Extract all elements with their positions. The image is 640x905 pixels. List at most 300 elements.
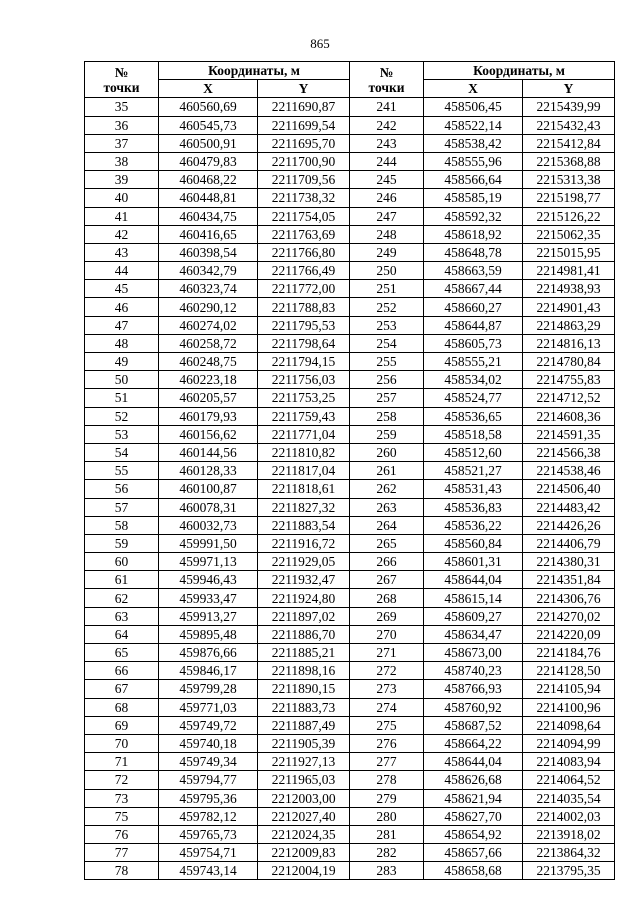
x-coordinate-cell: 459749,72 [159,716,258,734]
x-coordinate-cell: 459876,66 [159,644,258,662]
point-number-cell: 252 [350,298,424,316]
table-row [85,116,615,134]
x-coordinate-cell: 458740,23 [424,662,523,680]
y-coordinate-cell: 2215062,35 [523,225,615,243]
point-number-cell: 265 [350,534,424,552]
point-number-cell: 65 [85,644,159,662]
y-coordinate-cell: 2213795,35 [523,862,615,880]
x-coordinate-cell: 460545,73 [159,116,258,134]
x-coordinate-cell: 458644,87 [424,316,523,334]
y-coordinate-cell: 2211927,13 [258,753,350,771]
x-coordinate-cell: 459754,71 [159,844,258,862]
y-coordinate-cell: 2214098,64 [523,716,615,734]
y-coordinate-cell: 2211965,03 [258,771,350,789]
point-number-cell: 63 [85,607,159,625]
x-coordinate-cell: 460100,87 [159,480,258,498]
x-coordinate-cell: 460223,18 [159,371,258,389]
table-row [85,189,615,207]
point-number-cell: 268 [350,589,424,607]
point-number-cell: 276 [350,734,424,752]
y-coordinate-cell: 2211818,61 [258,480,350,498]
x-coordinate-cell: 458555,96 [424,152,523,170]
y-coordinate-cell: 2214064,52 [523,771,615,789]
y-coordinate-cell: 2211795,53 [258,316,350,334]
point-number-cell: 51 [85,389,159,407]
point-number-header-top: № [379,64,394,80]
table-row [85,498,615,516]
x-coordinate-cell: 458626,68 [424,771,523,789]
y-coordinate-cell: 2211883,54 [258,516,350,534]
table-row [85,534,615,552]
table-row [85,607,615,625]
point-number-cell: 58 [85,516,159,534]
point-number-cell: 248 [350,225,424,243]
x-coordinate-cell: 458687,52 [424,716,523,734]
point-number-cell: 241 [350,98,424,116]
x-coordinate-cell: 458521,27 [424,462,523,480]
table-row [85,334,615,352]
point-number-cell: 37 [85,134,159,152]
table-row [85,698,615,716]
point-number-cell: 278 [350,771,424,789]
point-number-cell: 256 [350,371,424,389]
x-coordinate-cell: 459743,14 [159,862,258,880]
x-coordinate-cell: 458522,14 [424,116,523,134]
point-number-cell: 282 [350,844,424,862]
y-coordinate-cell: 2215412,84 [523,134,615,152]
point-number-cell: 269 [350,607,424,625]
table-row [85,171,615,189]
point-number-cell: 43 [85,243,159,261]
point-number-cell: 71 [85,753,159,771]
y-coordinate-cell: 2214380,31 [523,553,615,571]
point-number-cell: 263 [350,498,424,516]
point-number-cell: 46 [85,298,159,316]
point-number-header [350,62,424,98]
table-row [85,589,615,607]
x-coordinate-cell: 459740,18 [159,734,258,752]
y-coordinate-cell: 2215313,38 [523,171,615,189]
point-number-cell: 64 [85,625,159,643]
y-coordinate-cell: 2214538,46 [523,462,615,480]
x-coordinate-cell: 458601,31 [424,553,523,571]
table-row [85,152,615,170]
point-number-header [85,62,159,98]
y-coordinate-cell: 2214755,83 [523,371,615,389]
x-coordinate-cell: 459846,17 [159,662,258,680]
x-coordinate-cell: 458592,32 [424,207,523,225]
x-header: X [424,80,523,98]
point-number-cell: 247 [350,207,424,225]
y-coordinate-cell: 2212027,40 [258,807,350,825]
point-number-cell: 35 [85,98,159,116]
y-coordinate-cell: 2211754,05 [258,207,350,225]
table-row [85,844,615,862]
point-number-cell: 72 [85,771,159,789]
x-coordinate-cell: 458536,65 [424,407,523,425]
x-coordinate-cell: 460274,02 [159,316,258,334]
y-coordinate-cell: 2214566,38 [523,443,615,461]
point-number-cell: 280 [350,807,424,825]
y-coordinate-cell: 2214981,41 [523,262,615,280]
y-coordinate-cell: 2215126,22 [523,207,615,225]
point-number-cell: 250 [350,262,424,280]
y-coordinate-cell: 2211690,87 [258,98,350,116]
point-number-cell: 68 [85,698,159,716]
table-row [85,680,615,698]
y-coordinate-cell: 2214506,40 [523,480,615,498]
y-coordinate-cell: 2211763,69 [258,225,350,243]
x-coordinate-cell: 459782,12 [159,807,258,825]
x-coordinate-cell: 458644,04 [424,753,523,771]
point-number-header-bottom: точки [368,79,405,95]
point-number-cell: 70 [85,734,159,752]
point-number-cell: 39 [85,171,159,189]
x-coordinate-cell: 458621,94 [424,789,523,807]
point-number-cell: 257 [350,389,424,407]
point-number-cell: 261 [350,462,424,480]
point-number-cell: 259 [350,425,424,443]
point-number-cell: 52 [85,407,159,425]
y-coordinate-cell: 2212009,83 [258,844,350,862]
y-coordinate-cell: 2211810,82 [258,443,350,461]
y-coordinate-cell: 2214426,26 [523,516,615,534]
table-row [85,280,615,298]
x-coordinate-cell: 458566,64 [424,171,523,189]
x-coordinate-cell: 458534,02 [424,371,523,389]
point-number-cell: 57 [85,498,159,516]
point-number-cell: 273 [350,680,424,698]
point-number-cell: 270 [350,625,424,643]
y-coordinate-cell: 2215368,88 [523,152,615,170]
y-coordinate-cell: 2211887,49 [258,716,350,734]
point-number-cell: 281 [350,825,424,843]
coordinates-header: Координаты, м [159,62,350,80]
y-coordinate-cell: 2211772,00 [258,280,350,298]
x-coordinate-cell: 459946,43 [159,571,258,589]
point-number-cell: 61 [85,571,159,589]
x-coordinate-cell: 460032,73 [159,516,258,534]
point-number-cell: 258 [350,407,424,425]
y-coordinate-cell: 2211700,90 [258,152,350,170]
table-row [85,734,615,752]
y-coordinate-cell: 2211753,25 [258,389,350,407]
table-header-row [85,62,615,80]
x-coordinate-cell: 458536,83 [424,498,523,516]
y-coordinate-cell: 2211897,02 [258,607,350,625]
y-coordinate-cell: 2214712,52 [523,389,615,407]
table-row [85,243,615,261]
table-row [85,407,615,425]
table-row [85,462,615,480]
y-coordinate-cell: 2211788,83 [258,298,350,316]
x-coordinate-cell: 459895,48 [159,625,258,643]
y-coordinate-cell: 2214938,93 [523,280,615,298]
x-coordinate-cell: 460179,93 [159,407,258,425]
y-coordinate-cell: 2211794,15 [258,353,350,371]
point-number-cell: 48 [85,334,159,352]
table-row [85,644,615,662]
x-coordinate-cell: 460248,75 [159,353,258,371]
x-coordinate-cell: 460156,62 [159,425,258,443]
point-number-header-top: № [114,64,129,80]
point-number-cell: 44 [85,262,159,280]
x-coordinate-cell: 460144,56 [159,443,258,461]
y-coordinate-cell: 2214184,76 [523,644,615,662]
point-number-cell: 260 [350,443,424,461]
x-coordinate-cell: 458585,19 [424,189,523,207]
x-coordinate-cell: 458648,78 [424,243,523,261]
y-coordinate-cell: 2211766,49 [258,262,350,280]
x-coordinate-cell: 459749,34 [159,753,258,771]
y-coordinate-cell: 2214306,76 [523,589,615,607]
point-number-header-bottom: точки [103,79,140,95]
table-row [85,353,615,371]
point-number-cell: 50 [85,371,159,389]
x-coordinate-cell: 458512,60 [424,443,523,461]
x-coordinate-cell: 460448,81 [159,189,258,207]
point-number-cell: 264 [350,516,424,534]
y-coordinate-cell: 2213864,32 [523,844,615,862]
table-row [85,625,615,643]
x-coordinate-cell: 458555,21 [424,353,523,371]
x-coordinate-cell: 458615,14 [424,589,523,607]
x-coordinate-cell: 460323,74 [159,280,258,298]
point-number-cell: 277 [350,753,424,771]
y-coordinate-cell: 2211916,72 [258,534,350,552]
y-coordinate-cell: 2211929,05 [258,553,350,571]
x-coordinate-cell: 460560,69 [159,98,258,116]
y-coordinate-cell: 2211885,21 [258,644,350,662]
x-coordinate-cell: 458538,42 [424,134,523,152]
y-coordinate-cell: 2214780,84 [523,353,615,371]
x-coordinate-cell: 458560,84 [424,534,523,552]
point-number-cell: 246 [350,189,424,207]
x-coordinate-cell: 459933,47 [159,589,258,607]
y-header: Y [258,80,350,98]
x-coordinate-cell: 459795,36 [159,789,258,807]
x-coordinate-cell: 458605,73 [424,334,523,352]
y-coordinate-cell: 2214406,79 [523,534,615,552]
point-number-cell: 244 [350,152,424,170]
x-coordinate-cell: 458667,44 [424,280,523,298]
table-row [85,443,615,461]
y-coordinate-cell: 2211890,15 [258,680,350,698]
point-number-cell: 55 [85,462,159,480]
table-row [85,225,615,243]
y-coordinate-cell: 2214863,29 [523,316,615,334]
point-number-cell: 75 [85,807,159,825]
point-number-cell: 283 [350,862,424,880]
y-coordinate-cell: 2214002,03 [523,807,615,825]
point-number-cell: 245 [350,171,424,189]
y-coordinate-cell: 2215015,95 [523,243,615,261]
page-number: 865 [310,36,330,51]
table-row [85,716,615,734]
table-row [85,298,615,316]
y-coordinate-cell: 2212024,35 [258,825,350,843]
x-coordinate-cell: 460479,83 [159,152,258,170]
table-row [85,480,615,498]
point-number-cell: 62 [85,589,159,607]
point-number-cell: 40 [85,189,159,207]
y-coordinate-cell: 2211817,04 [258,462,350,480]
point-number-cell: 73 [85,789,159,807]
y-coordinate-cell: 2214083,94 [523,753,615,771]
table-row [85,207,615,225]
y-coordinate-cell: 2214128,50 [523,662,615,680]
point-number-cell: 47 [85,316,159,334]
x-coordinate-cell: 458664,22 [424,734,523,752]
point-number-cell: 267 [350,571,424,589]
point-number-cell: 60 [85,553,159,571]
y-coordinate-cell: 2214035,54 [523,789,615,807]
x-coordinate-cell: 460398,54 [159,243,258,261]
x-coordinate-cell: 458654,92 [424,825,523,843]
y-coordinate-cell: 2211898,16 [258,662,350,680]
point-number-cell: 38 [85,152,159,170]
x-coordinate-cell: 459771,03 [159,698,258,716]
x-coordinate-cell: 459799,28 [159,680,258,698]
point-number-cell: 275 [350,716,424,734]
point-number-cell: 54 [85,443,159,461]
y-coordinate-cell: 2211699,54 [258,116,350,134]
x-coordinate-cell: 458518,58 [424,425,523,443]
y-coordinate-cell: 2211924,80 [258,589,350,607]
y-coordinate-cell: 2211886,70 [258,625,350,643]
table-row [85,662,615,680]
x-coordinate-cell: 459794,77 [159,771,258,789]
y-coordinate-cell: 2215432,43 [523,116,615,134]
x-coordinate-cell: 458760,92 [424,698,523,716]
point-number-cell: 76 [85,825,159,843]
point-number-cell: 77 [85,844,159,862]
x-coordinate-cell: 458531,43 [424,480,523,498]
point-number-cell: 242 [350,116,424,134]
x-coordinate-cell: 460468,22 [159,171,258,189]
point-number-cell: 272 [350,662,424,680]
x-coordinate-cell: 458673,00 [424,644,523,662]
point-number-cell: 262 [350,480,424,498]
x-coordinate-cell: 458506,45 [424,98,523,116]
y-coordinate-cell: 2214608,36 [523,407,615,425]
table-row [85,807,615,825]
point-number-cell: 66 [85,662,159,680]
point-number-cell: 67 [85,680,159,698]
x-coordinate-cell: 458663,59 [424,262,523,280]
point-number-cell: 279 [350,789,424,807]
y-coordinate-cell: 2214816,13 [523,334,615,352]
x-coordinate-cell: 458658,68 [424,862,523,880]
table-row [85,789,615,807]
x-coordinate-cell: 458657,66 [424,844,523,862]
point-number-cell: 255 [350,353,424,371]
y-coordinate-cell: 2211771,04 [258,425,350,443]
point-number-cell: 53 [85,425,159,443]
point-number-cell: 69 [85,716,159,734]
y-coordinate-cell: 2211759,43 [258,407,350,425]
table-row [85,862,615,880]
x-coordinate-cell: 460128,33 [159,462,258,480]
point-number-cell: 36 [85,116,159,134]
y-coordinate-cell: 2214483,42 [523,498,615,516]
table-row [85,389,615,407]
x-header: X [159,80,258,98]
point-number-cell: 266 [350,553,424,571]
point-number-cell: 249 [350,243,424,261]
y-coordinate-cell: 2215439,99 [523,98,615,116]
coordinates-table [84,61,615,880]
x-coordinate-cell: 460290,12 [159,298,258,316]
table-row [85,425,615,443]
x-coordinate-cell: 458627,70 [424,807,523,825]
x-coordinate-cell: 460416,65 [159,225,258,243]
y-coordinate-cell: 2212003,00 [258,789,350,807]
x-coordinate-cell: 458644,04 [424,571,523,589]
y-coordinate-cell: 2214105,94 [523,680,615,698]
point-number-cell: 274 [350,698,424,716]
y-coordinate-cell: 2211738,32 [258,189,350,207]
x-coordinate-cell: 459765,73 [159,825,258,843]
y-coordinate-cell: 2213918,02 [523,825,615,843]
point-number-cell: 59 [85,534,159,552]
point-number-cell: 78 [85,862,159,880]
y-coordinate-cell: 2212004,19 [258,862,350,880]
point-number-cell: 41 [85,207,159,225]
x-coordinate-cell: 458618,92 [424,225,523,243]
x-coordinate-cell: 460258,72 [159,334,258,352]
table-row [85,753,615,771]
table-row [85,371,615,389]
x-coordinate-cell: 458766,93 [424,680,523,698]
x-coordinate-cell: 458634,47 [424,625,523,643]
y-coordinate-cell: 2215198,77 [523,189,615,207]
table-row [85,571,615,589]
y-coordinate-cell: 2211695,70 [258,134,350,152]
x-coordinate-cell: 459971,13 [159,553,258,571]
table-row [85,316,615,334]
point-number-cell: 49 [85,353,159,371]
point-number-cell: 271 [350,644,424,662]
y-coordinate-cell: 2211709,56 [258,171,350,189]
x-coordinate-cell: 460078,31 [159,498,258,516]
y-coordinate-cell: 2211905,39 [258,734,350,752]
table-row [85,134,615,152]
table-row [85,516,615,534]
y-coordinate-cell: 2214351,84 [523,571,615,589]
table-row [85,771,615,789]
y-coordinate-cell: 2214591,35 [523,425,615,443]
x-coordinate-cell: 458609,27 [424,607,523,625]
table-row [85,553,615,571]
x-coordinate-cell: 459991,50 [159,534,258,552]
point-number-cell: 251 [350,280,424,298]
table-row [85,262,615,280]
x-coordinate-cell: 460500,91 [159,134,258,152]
table-row [85,825,615,843]
point-number-cell: 56 [85,480,159,498]
x-coordinate-cell: 458536,22 [424,516,523,534]
x-coordinate-cell: 460205,57 [159,389,258,407]
point-number-cell: 45 [85,280,159,298]
y-coordinate-cell: 2211756,03 [258,371,350,389]
point-number-cell: 42 [85,225,159,243]
y-coordinate-cell: 2211798,64 [258,334,350,352]
table-body [85,98,615,880]
y-coordinate-cell: 2211827,32 [258,498,350,516]
y-coordinate-cell: 2211932,47 [258,571,350,589]
y-coordinate-cell: 2214220,09 [523,625,615,643]
